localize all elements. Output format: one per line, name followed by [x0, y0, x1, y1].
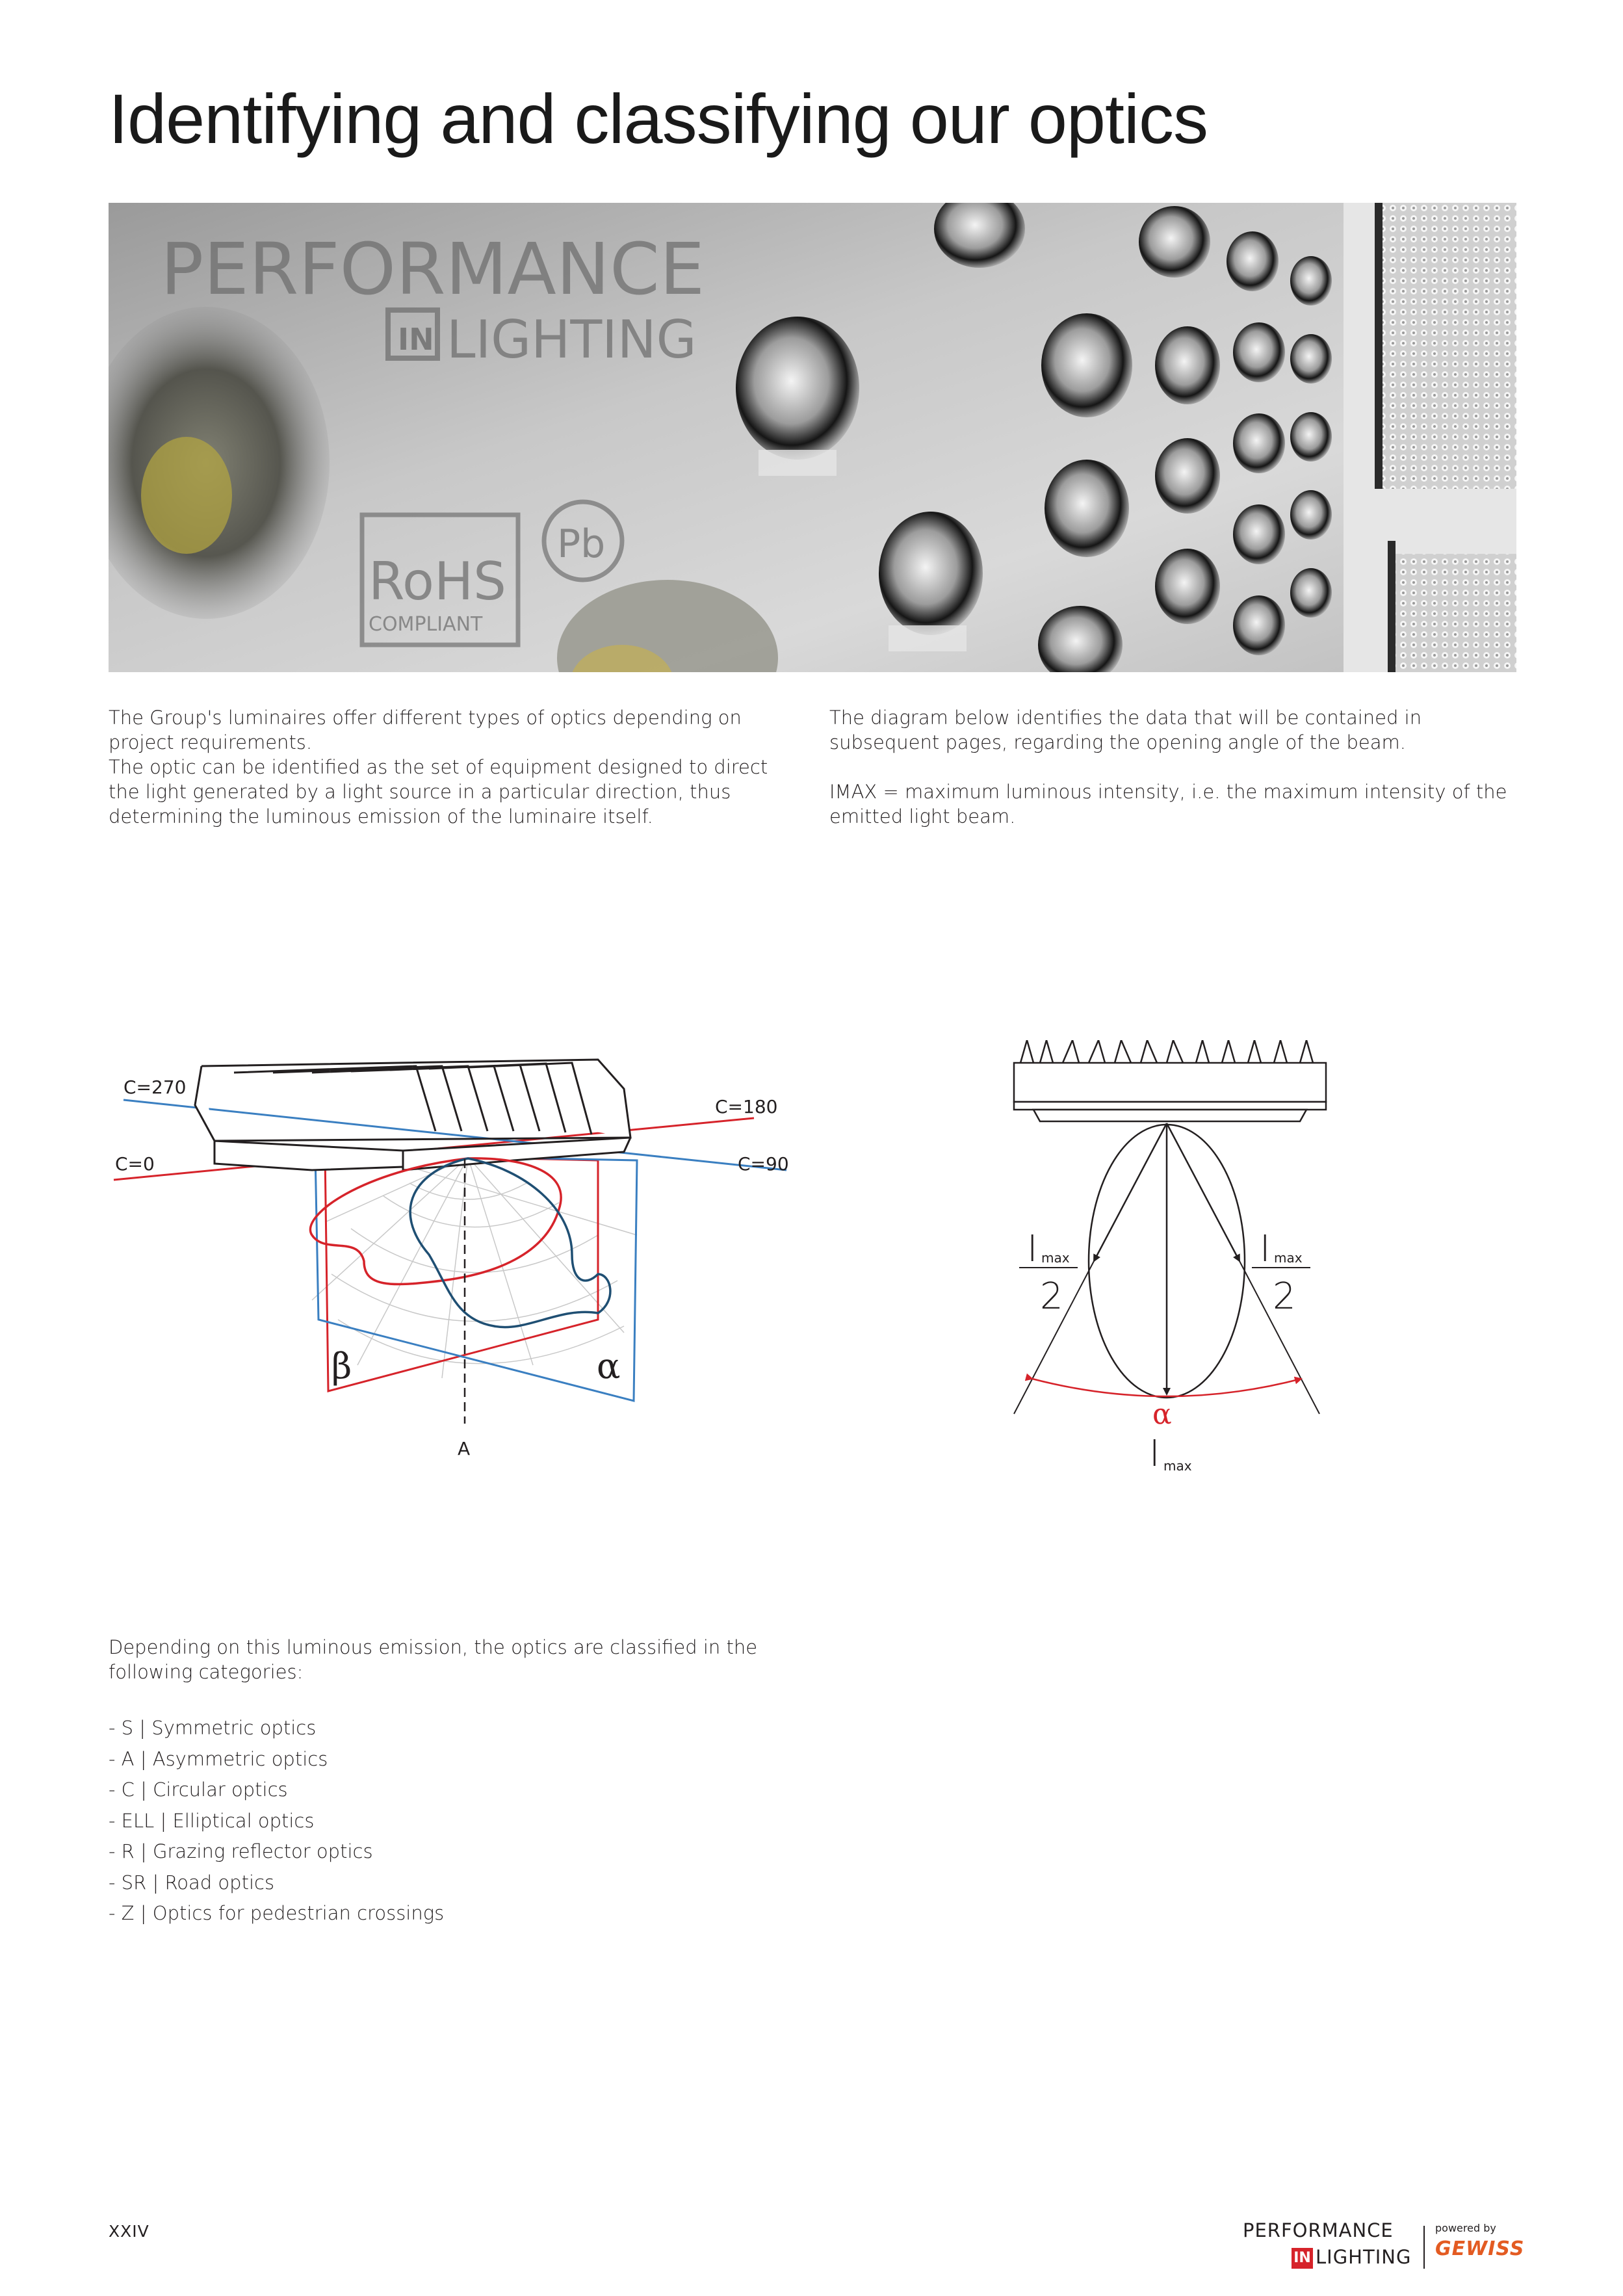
list-item: - ELL | Elliptical optics — [109, 1809, 315, 1832]
label-c0: C=0 — [115, 1153, 155, 1175]
polar-grid — [312, 1157, 637, 1378]
photo-brand-line2: LIGHTING — [447, 309, 697, 370]
label-axis-a: A — [458, 1438, 471, 1459]
photo-compliant: COMPLIANT — [369, 613, 483, 636]
optics-photo — [109, 203, 1516, 672]
label-half-right: 2 — [1273, 1275, 1296, 1318]
label-c90: C=90 — [738, 1153, 789, 1175]
label-c270: C=270 — [123, 1076, 187, 1098]
photo-brand-in: IN — [398, 322, 434, 357]
label-imax-bottom-sub: max — [1163, 1458, 1192, 1474]
alpha-curve — [410, 1158, 610, 1327]
label-alpha: α — [597, 1346, 621, 1387]
photo-brand-line1: PERFORMANCE — [161, 228, 705, 311]
label-c180: C=180 — [715, 1096, 778, 1117]
label-half-left: 2 — [1040, 1275, 1063, 1318]
intro-left-paragraph: The Group's luminaires offer different types of optics depending on project requirements. — [109, 707, 742, 753]
brand-performance: PERFORMANCE — [1243, 2219, 1394, 2241]
list-item: - R | Grazing reflector optics — [109, 1840, 373, 1862]
photo-rohs: RoHS — [369, 551, 506, 612]
classification-intro: Depending on this luminous emission, the optics are classified in the following categories: — [109, 1636, 758, 1683]
brand-powered-by: powered by — [1435, 2222, 1496, 2234]
intro-right — [829, 705, 1531, 829]
list-item: - Z | Optics for pedestrian crossings — [109, 1902, 445, 1924]
label-beta: β — [331, 1346, 352, 1387]
list-item: - C | Circular optics — [109, 1779, 288, 1801]
label-imax-left-sub: max — [1041, 1250, 1070, 1266]
intro-left — [109, 705, 798, 829]
classification-section — [109, 1635, 824, 1929]
half-imax-vector-left — [1094, 1123, 1167, 1261]
photo-pb: Pb — [557, 521, 606, 567]
gewiss-logo: GEWISS — [1435, 2237, 1525, 2260]
intro-left-paragraph: The optic can be identified as the set of equipment designed to direct the light generated by a light source in a particular direction, thus determining the luminous emission of the luminaire itself. — [109, 756, 768, 828]
brand-divider — [1423, 2226, 1425, 2269]
intro-right-paragraph: The diagram below identifies the data that will be contained in subsequent pages, regarding the opening angle of the beam. — [829, 707, 1422, 753]
intro-right-paragraph: IMAX = maximum luminous intensity, i.e. the maximum intensity of the emitted light beam. — [829, 781, 1507, 828]
page-title: Identifying and classifying our optics — [109, 79, 1208, 158]
list-item: - S | Symmetric optics — [109, 1717, 317, 1739]
classification-list — [109, 1713, 824, 1929]
half-imax-vector-right — [1167, 1123, 1240, 1261]
beam-angle-diagram — [1001, 1040, 1339, 1495]
brand-in-logo: IN — [1292, 2248, 1313, 2269]
footer-brand — [1235, 2219, 1525, 2271]
label-imax-bottom: I — [1149, 1433, 1160, 1475]
list-item: - SR | Road optics — [109, 1871, 275, 1894]
luminaire-front — [1014, 1040, 1326, 1121]
label-imax-right-sub: max — [1274, 1250, 1303, 1266]
page-number: XXIV — [109, 2222, 149, 2241]
label-alpha-angle: α — [1152, 1398, 1172, 1431]
c-plane-diagram — [104, 1040, 806, 1495]
list-item: - A | Asymmetric optics — [109, 1747, 328, 1770]
label-imax-right: I — [1260, 1228, 1271, 1270]
label-imax-left: I — [1027, 1228, 1038, 1270]
brand-lighting: LIGHTING — [1316, 2246, 1412, 2268]
